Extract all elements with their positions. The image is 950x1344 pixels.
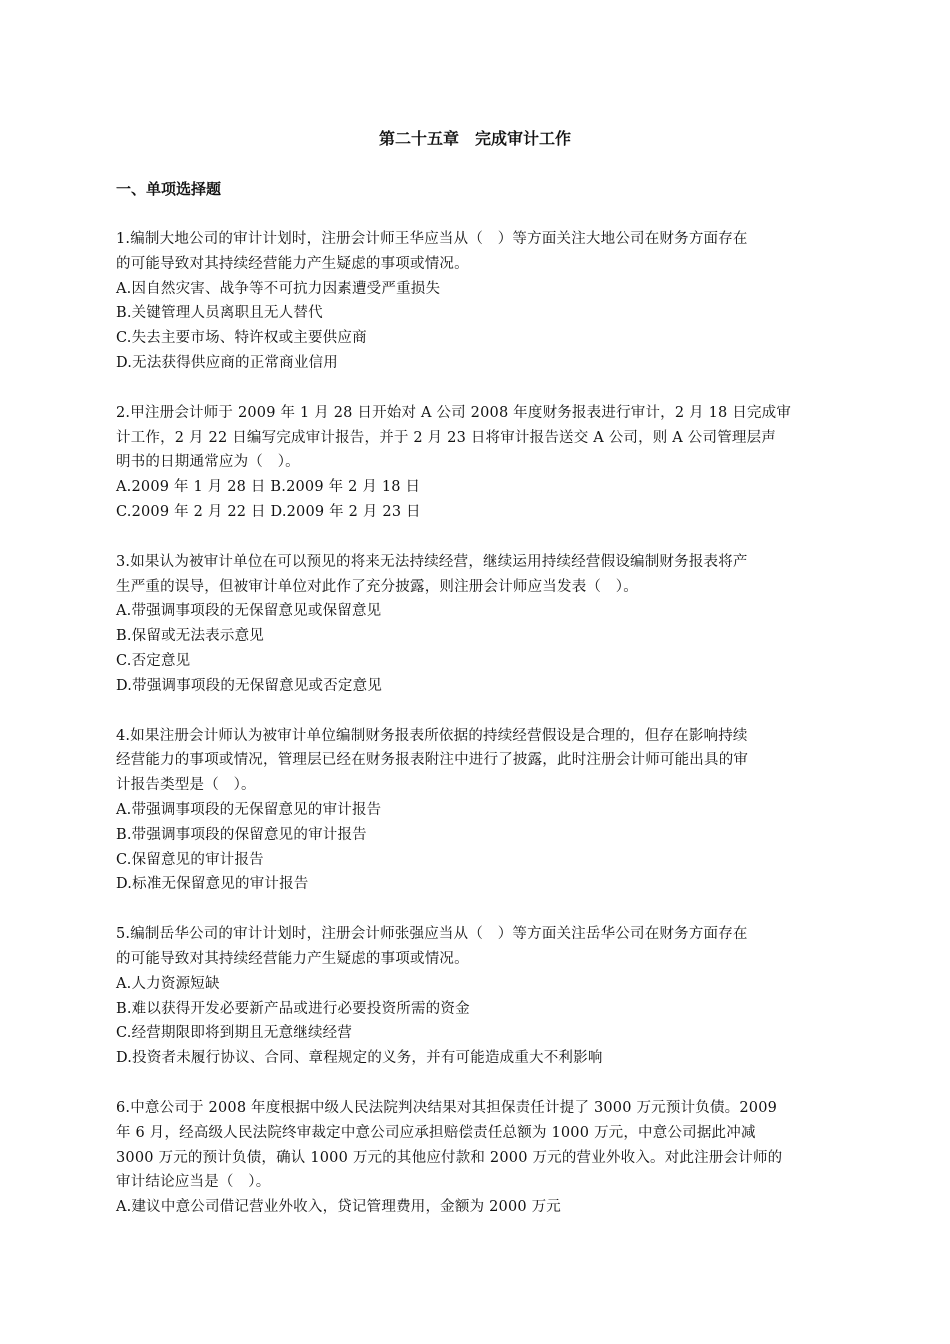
question-1 bbox=[116, 227, 838, 376]
answer-option: A.建议中意公司借记营业外收入，贷记管理费用，金额为 2000 万元 bbox=[116, 1199, 561, 1216]
question-3 bbox=[116, 550, 838, 699]
question-5 bbox=[116, 922, 838, 1071]
answer-option: C.否定意见 bbox=[116, 652, 191, 669]
answer-option: D.无法获得供应商的正常商业信用 bbox=[116, 354, 338, 371]
question-stem-line: 2.甲注册会计师于 2009 年 1 月 28 日开始对 A 公司 2008 年度财务报表进行审计，2 月 18 日完成审 bbox=[116, 404, 792, 421]
answer-option: D.标准无保留意见的审计报告 bbox=[116, 876, 309, 893]
question-stem-line: 年 6 月，经高级人民法院终审裁定中意公司应承担赔偿责任总额为 1000 万元，中意公司据此冲减 bbox=[116, 1124, 756, 1141]
question-stem-line: 3.如果认为被审计单位在可以预见的将来无法持续经营，继续运用持续经营假设编制财务报表将产 bbox=[116, 553, 748, 570]
question-stem-line: 的可能导致对其持续经营能力产生疑虑的事项或情况。 bbox=[116, 950, 469, 967]
question-2 bbox=[116, 401, 838, 525]
answer-option: B.难以获得开发必要新产品或进行必要投资所需的资金 bbox=[116, 1000, 470, 1017]
question-stem-line: 生严重的误导，但被审计单位对此作了充分披露，则注册会计师应当发表（ ）。 bbox=[116, 578, 638, 595]
question-stem-line: 计报告类型是（ ）。 bbox=[116, 777, 256, 794]
answer-option: B.关键管理人员离职且无人替代 bbox=[116, 305, 323, 322]
answer-option: A.人力资源短缺 bbox=[116, 975, 220, 992]
answer-option: A.带强调事项段的无保留意见的审计报告 bbox=[116, 801, 382, 818]
answer-option: C.保留意见的审计报告 bbox=[116, 851, 264, 868]
answer-option: D.投资者未履行协议、合同、章程规定的义务，并有可能造成重大不利影响 bbox=[116, 1050, 603, 1067]
question-4 bbox=[116, 724, 838, 898]
question-stem-line: 6.中意公司于 2008 年度根据中级人民法院判决结果对其担保责任计提了 3000 万元预计负债。2009 bbox=[116, 1099, 778, 1116]
answer-option: A.因自然灾害、战争等不可抗力因素遭受严重损失 bbox=[116, 280, 441, 297]
question-stem-line: 的可能导致对其持续经营能力产生疑虑的事项或情况。 bbox=[116, 255, 469, 272]
question-6 bbox=[116, 1096, 838, 1220]
question-stem-line: 4.如果注册会计师认为被审计单位编制财务报表所依据的持续经营假设是合理的，但存在影响持续 bbox=[116, 727, 748, 744]
answer-option: C.失去主要市场、特许权或主要供应商 bbox=[116, 330, 367, 347]
question-stem-line: 明书的日期通常应为（ ）。 bbox=[116, 454, 300, 471]
question-stem-line: 1.编制大地公司的审计计划时，注册会计师王华应当从（ ）等方面关注大地公司在财务方面存在 bbox=[116, 231, 748, 247]
question-stem-line: 3000 万元的预计负债，确认 1000 万元的其他应付款和 2000 万元的营业外收入。对此注册会计师的 bbox=[116, 1149, 783, 1166]
question-list bbox=[116, 227, 838, 1245]
answer-option: A.2009 年 1 月 28 日 B.2009 年 2 月 18 日 bbox=[116, 479, 421, 496]
chapter-title: 第二十五章 完成审计工作 bbox=[378, 129, 571, 148]
question-stem-line: 计工作，2 月 22 日编写完成审计报告，并于 2 月 23 日将审计报告送交 A 公司，则 A 公司管理层声 bbox=[116, 429, 776, 446]
answer-option: A.带强调事项段的无保留意见或保留意见 bbox=[116, 603, 382, 620]
answer-option: C.经营期限即将到期且无意继续经营 bbox=[116, 1025, 353, 1042]
section-title: 一、单项选择题 bbox=[116, 180, 222, 198]
answer-option: C.2009 年 2 月 22 日 D.2009 年 2 月 23 日 bbox=[116, 503, 421, 520]
question-stem-line: 5.编制岳华公司的审计计划时，注册会计师张强应当从（ ）等方面关注岳华公司在财务方面存在 bbox=[116, 926, 748, 943]
answer-option: B.保留或无法表示意见 bbox=[116, 628, 264, 645]
question-stem-line: 经营能力的事项或情况，管理层已经在财务报表附注中进行了披露，此时注册会计师可能出具的审 bbox=[116, 752, 749, 769]
answer-option: B.带强调事项段的保留意见的审计报告 bbox=[116, 826, 367, 843]
answer-option: D.带强调事项段的无保留意见或否定意见 bbox=[116, 677, 383, 694]
question-stem-line: 审计结论应当是（ ）。 bbox=[116, 1174, 271, 1191]
